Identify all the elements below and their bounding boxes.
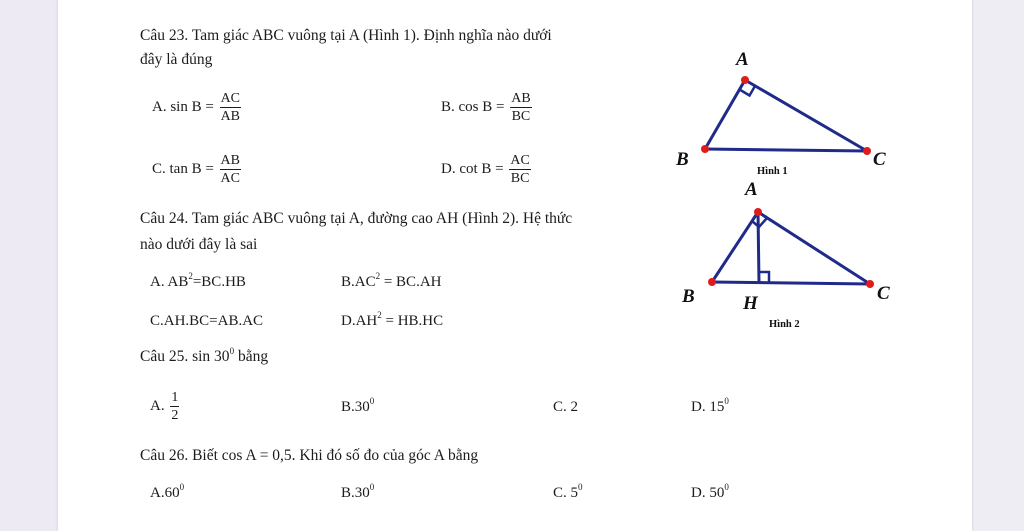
caption-hinh-2: Hình 2	[769, 319, 800, 330]
point-c	[866, 280, 874, 288]
option-text: D. 50	[691, 485, 725, 501]
altitude-ah	[758, 212, 759, 283]
option-text: B.30	[341, 399, 370, 415]
fraction	[220, 90, 241, 125]
right-background	[972, 0, 1024, 531]
option-text: = HB.HC	[381, 313, 444, 329]
side-bc	[712, 282, 870, 284]
q25-option-c: C. 2	[553, 399, 579, 415]
fraction-numerator: AB	[220, 153, 240, 168]
option-text: B.AC	[341, 274, 376, 290]
question-text: bằng	[234, 348, 269, 365]
q26-option-b	[341, 484, 374, 502]
option-text: B.30	[341, 485, 370, 501]
superscript: 0	[369, 396, 375, 406]
fraction	[220, 152, 241, 187]
label-h: H	[743, 293, 758, 314]
document-page	[58, 0, 972, 531]
option-prefix: B. cos B =	[441, 98, 505, 115]
superscript: 0	[229, 345, 235, 356]
superscript: 0	[578, 482, 583, 492]
option-prefix: A. sin B =	[152, 98, 214, 115]
q25-option-a	[150, 389, 179, 424]
point-b	[708, 278, 716, 286]
q23-option-a	[152, 90, 241, 125]
option-prefix: D. cot B =	[441, 160, 504, 177]
q24-option-a	[150, 273, 246, 291]
point-c	[863, 147, 871, 155]
superscript: 0	[179, 482, 185, 492]
option-text: C. 5	[553, 485, 579, 501]
q24-text-line2: nào dưới đây là sai	[140, 236, 258, 253]
q25-option-b	[341, 398, 374, 416]
option-prefix: C. tan B =	[152, 160, 214, 177]
side-ac	[745, 80, 867, 151]
q23-option-d	[441, 152, 531, 187]
fraction-denominator: BC	[510, 171, 530, 186]
superscript: 2	[375, 271, 381, 281]
option-text: D. 15	[691, 399, 725, 415]
side-ac	[758, 212, 870, 284]
point-a	[754, 208, 762, 216]
label-b: B	[682, 286, 695, 307]
q23-text-line1: Câu 23. Tam giác ABC vuông tại A (Hình 1). Định nghĩa nào dưới	[140, 27, 552, 44]
q26-option-d	[691, 484, 729, 502]
fraction-numerator: AC	[510, 153, 530, 168]
option-text: A.60	[150, 485, 180, 501]
label-a: A	[745, 179, 758, 200]
q25-option-d	[691, 398, 729, 416]
figure-2-triangle	[670, 178, 970, 338]
point-a	[741, 76, 749, 84]
fraction-denominator: BC	[511, 109, 531, 124]
q26-option-c	[553, 484, 583, 502]
q24-option-b	[341, 273, 441, 291]
q24-option-d	[341, 312, 443, 330]
q26-option-a	[150, 484, 184, 502]
label-a: A	[736, 49, 749, 70]
option-text: D.AH	[341, 313, 378, 329]
q23-text-line2: đây là đúng	[140, 51, 213, 68]
option-text: A. AB	[150, 274, 189, 290]
q25-text	[140, 345, 269, 366]
point-b	[701, 145, 709, 153]
fraction	[509, 152, 530, 187]
fraction-numerator: AB	[511, 91, 531, 106]
q23-option-b	[441, 90, 532, 125]
fraction-numerator: 1	[171, 390, 179, 405]
q23-option-c	[152, 152, 241, 187]
fraction-numerator: AC	[220, 91, 241, 106]
option-text: = BC.AH	[380, 274, 442, 290]
superscript: 0	[724, 482, 729, 492]
superscript: 2	[188, 271, 193, 281]
q26-text: Câu 26. Biết cos A = 0,5. Khi đó số đo của góc A bằng	[140, 447, 479, 464]
superscript: 2	[377, 310, 382, 320]
fraction-denominator: AB	[220, 109, 241, 124]
fraction-denominator: 2	[171, 408, 179, 423]
label-b: B	[676, 149, 689, 170]
label-c: C	[873, 149, 886, 170]
figure-1-triangle	[670, 40, 970, 185]
left-background	[0, 0, 58, 531]
q24-option-c: C.AH.BC=AB.AC	[150, 313, 264, 329]
label-c: C	[877, 283, 890, 304]
fraction	[170, 389, 179, 424]
fraction-denominator: AC	[220, 171, 240, 186]
superscript: 0	[724, 396, 729, 406]
caption-hinh-1: Hình 1	[757, 166, 788, 177]
superscript: 0	[369, 482, 375, 492]
q24-text-line1: Câu 24. Tam giác ABC vuông tại A, đường cao AH (Hình 2). Hệ thức	[140, 210, 573, 227]
side-ab	[712, 212, 758, 282]
question-text: Câu 25. sin 30	[140, 348, 230, 365]
fraction	[510, 90, 531, 125]
side-bc	[705, 149, 867, 151]
option-text: =BC.HB	[192, 274, 246, 290]
option-prefix: A.	[150, 397, 165, 414]
